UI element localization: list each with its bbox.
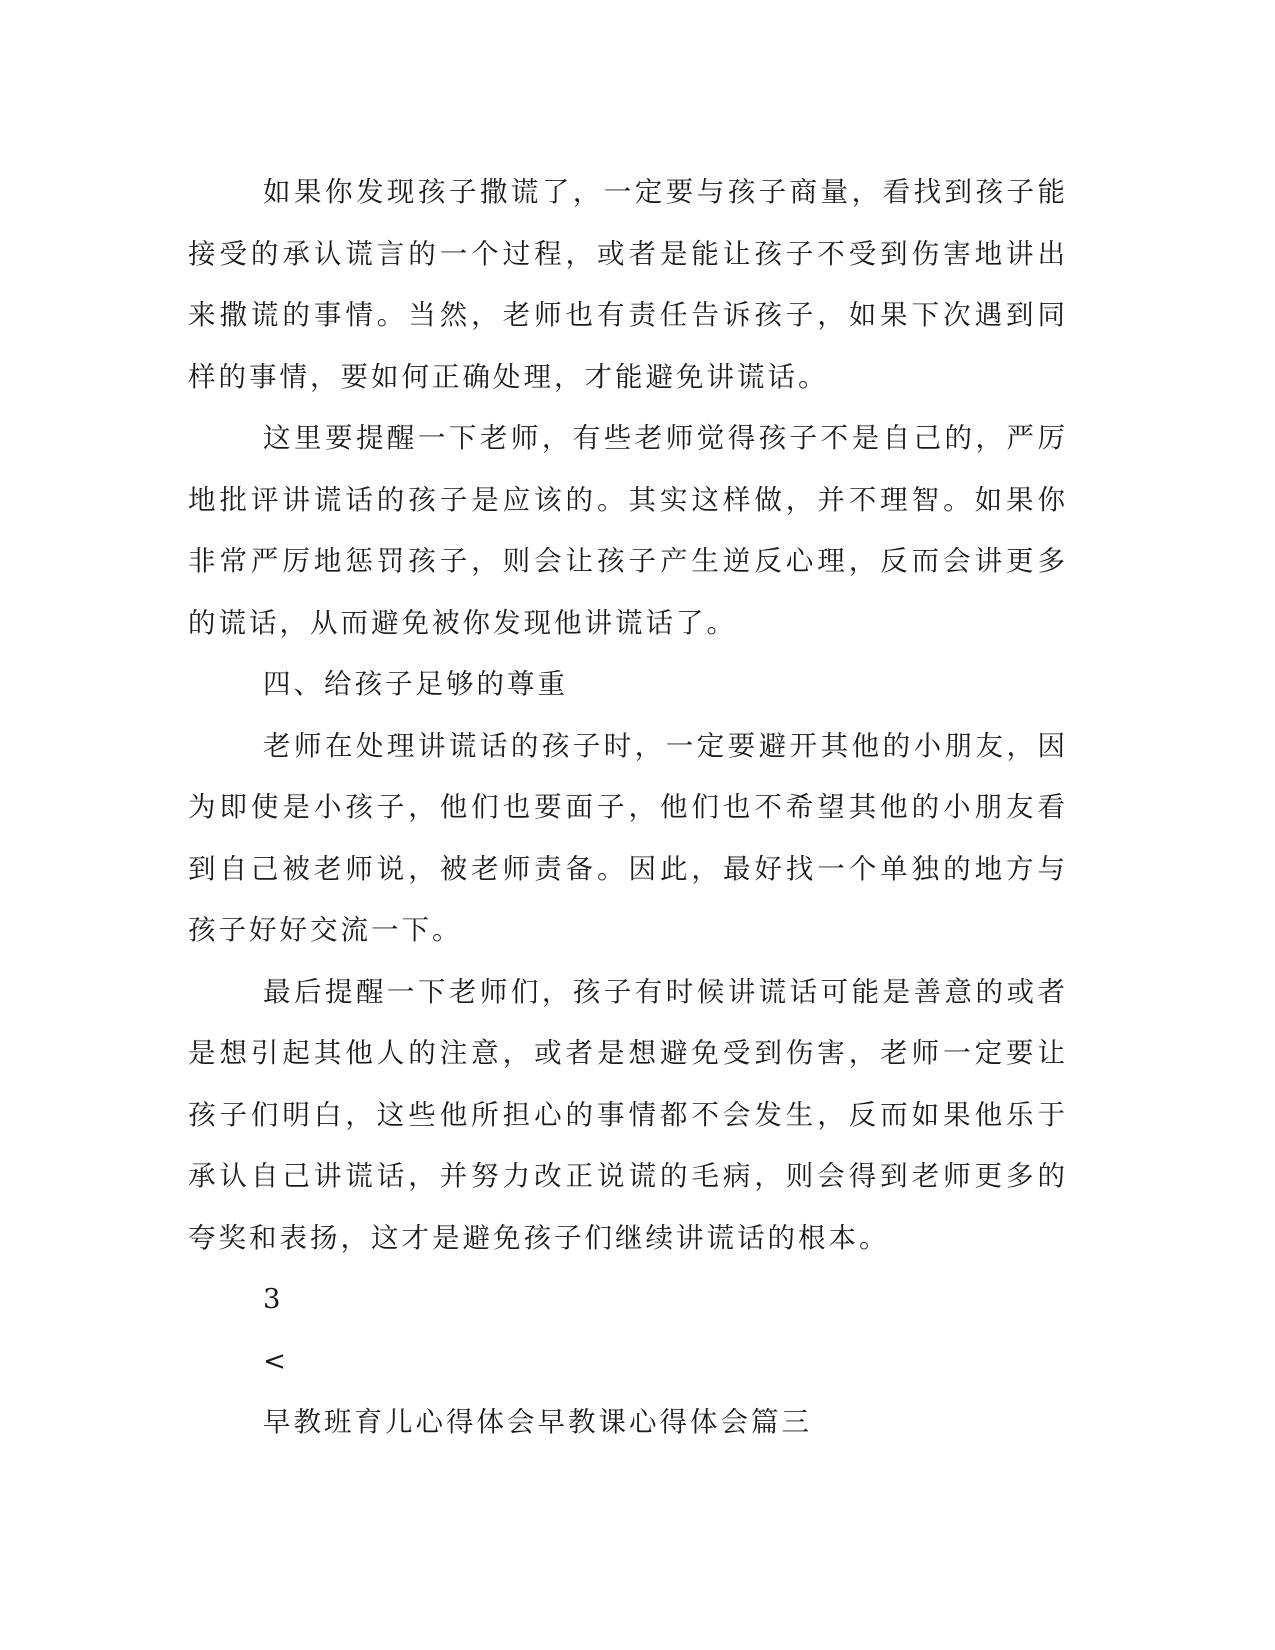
paragraph-final-reminder: 最后提醒一下老师们，孩子有时候讲谎话可能是善意的或者是想引起其他人的注意，或者是想避免受到伤害，老师一定要让孩子们明白，这些他所担心的事情都不会发生，反而如果他乐于承认自己讲谎话，并努力改正说谎的毛病，则会得到老师更多的夸奖和表扬，这才是避免孩子们继续讲谎话的根本。 <box>188 975 1068 1254</box>
paragraph-teacher-reminder: 这里要提醒一下老师，有些老师觉得孩子不是自己的，严厉地批评讲谎话的孩子是应该的。其实这样做，并不理智。如果你非常严厉地惩罚孩子，则会让孩子产生逆反心理，反而会讲更多的谎话，从而避免被你发现他讲谎话了。 <box>188 422 1068 639</box>
next-article-title: 早教班育儿心得体会早教课心得体会篇三 <box>263 1406 812 1438</box>
section-heading: 四、给孩子足够的尊重 <box>263 668 568 700</box>
page-number: 3 <box>263 1283 284 1315</box>
arrow-marker: < <box>263 1344 290 1377</box>
document-page <box>188 162 1068 1454</box>
paragraph-avoid-others: 老师在处理讲谎话的孩子时，一定要避开其他的小朋友，因为即使是小孩子，他们也要面子，他们也不希望其他的小朋友看到自己被老师说，被老师责备。因此，最好找一个单独的地方与孩子好好交流一下。 <box>188 729 1068 946</box>
paragraph-admit-lie: 如果你发现孩子撒谎了，一定要与孩子商量，看找到孩子能接受的承认谎言的一个过程，或者是能让孩子不受到伤害地讲出来撒谎的事情。当然，老师也有责任告诉孩子，如果下次遇到同样的事情，要如何正确处理，才能避免讲谎话。 <box>188 176 1068 393</box>
